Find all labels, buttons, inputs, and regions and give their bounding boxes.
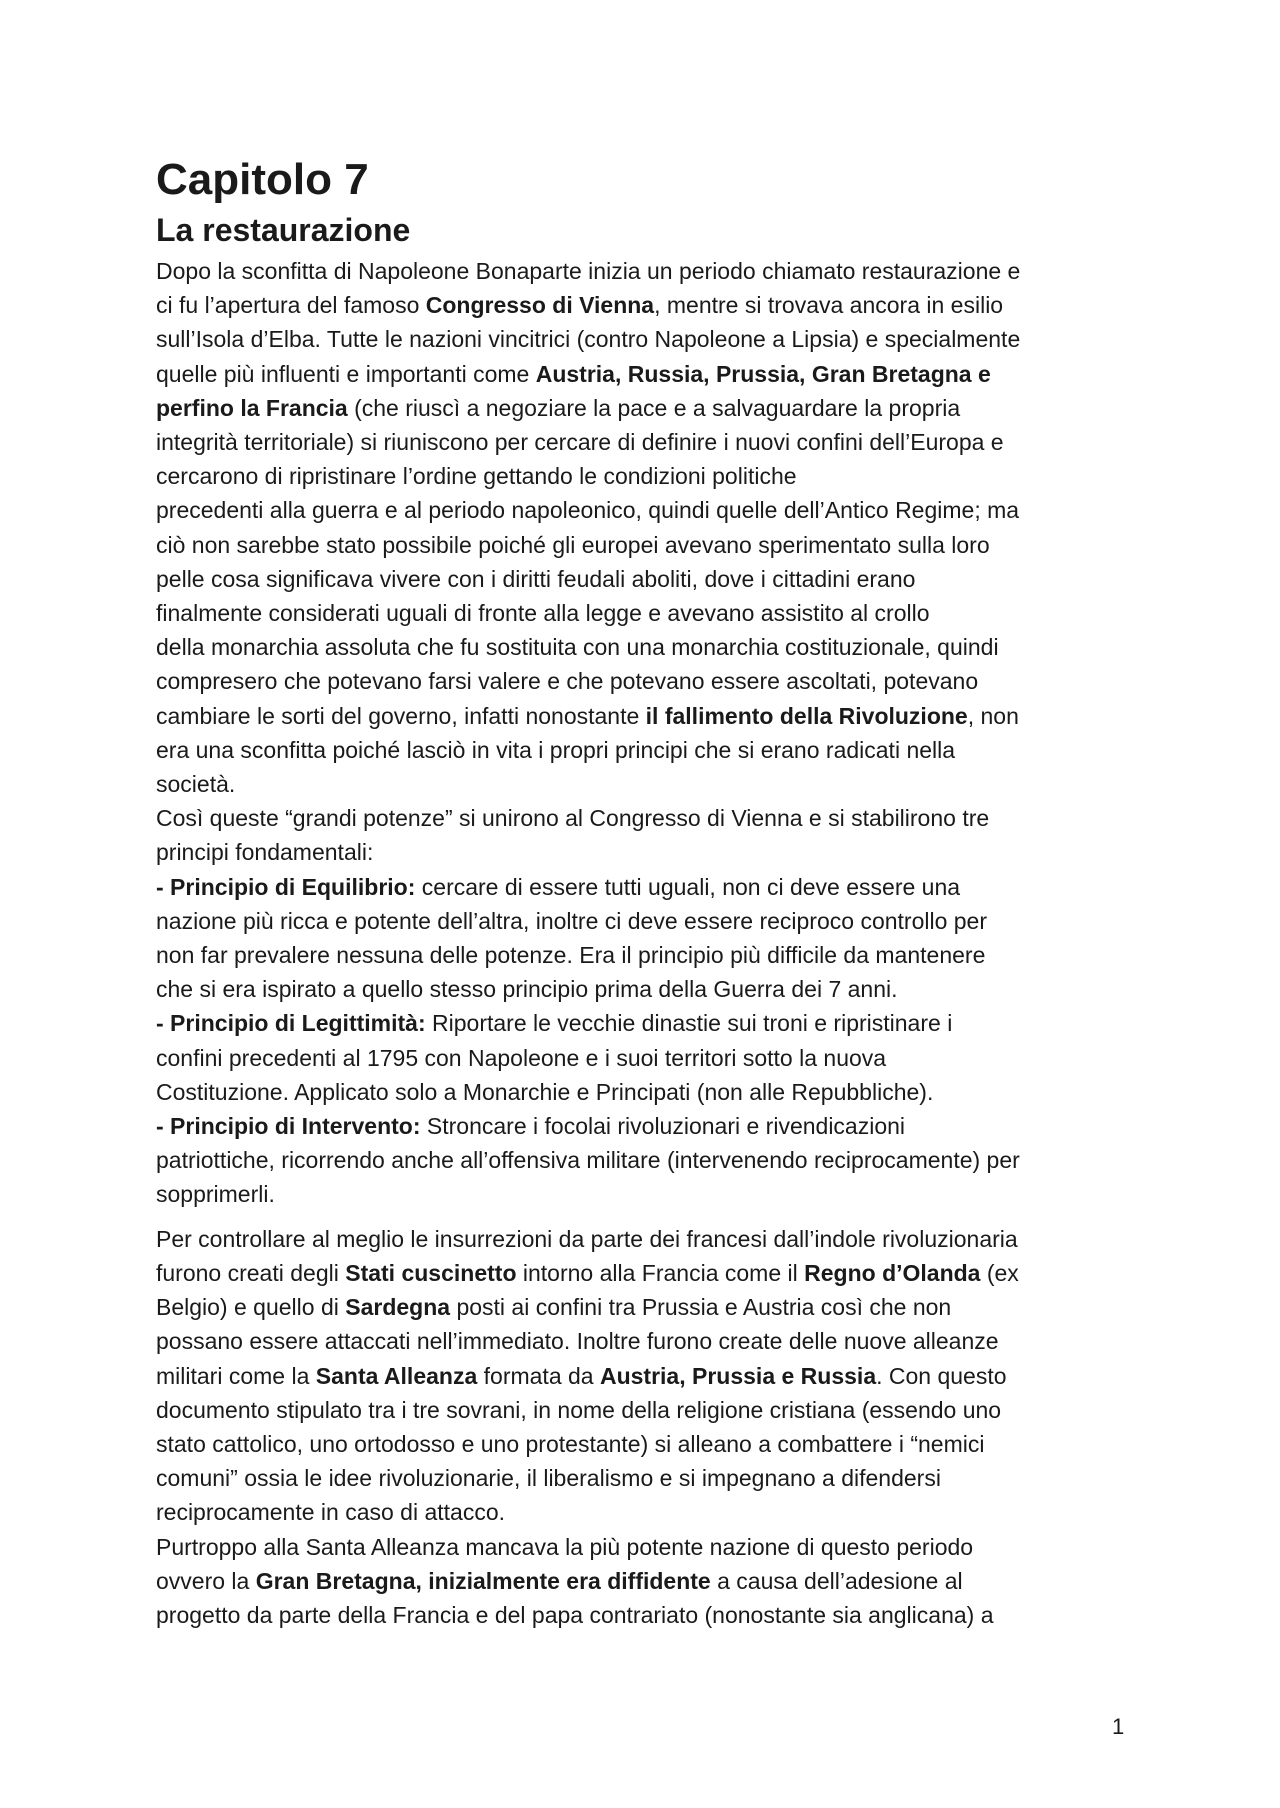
bold-text: - Principio di Intervento: [156, 1113, 421, 1140]
text-line [156, 767, 1146, 801]
bold-text: perfino la Francia [156, 394, 348, 421]
text-span: società. [156, 771, 236, 798]
bold-text: Stati cuscinetto [345, 1259, 517, 1286]
text-span: pelle cosa significava vivere con i diritti feudali aboliti, dove i cittadini erano [156, 565, 916, 592]
text-span: precedenti alla guerra e al periodo napoleonico, quindi quelle dell’Antico Regime; ma [156, 497, 1020, 524]
chapter-title: Capitolo 7 [156, 155, 369, 204]
text-span: Purtroppo alla Santa Alleanza mancava la più potente nazione di questo periodo [156, 1533, 974, 1560]
text-span: documento stipulato tra i tre sovrani, in nome della religione cristiana (essendo uno [156, 1396, 1002, 1423]
text-span: militari come la [156, 1362, 316, 1389]
text-line [156, 801, 1146, 835]
text-line [156, 870, 1146, 904]
text-span: Riportare le vecchie dinastie sui troni e ripristinare i [425, 1010, 953, 1037]
text-line [156, 1393, 1146, 1427]
text-span: Belgio) e quello di [156, 1294, 346, 1321]
text-span: confini precedenti al 1795 con Napoleone e i suoi territori sotto la nuova [156, 1044, 887, 1071]
bold-text: Austria, Russia, Prussia, Gran Bretagna e [535, 360, 991, 387]
text-line [156, 972, 1146, 1006]
text-span: furono creati degli [156, 1259, 346, 1286]
text-line [156, 1222, 1146, 1256]
text-span: intorno alla Francia come il [516, 1259, 805, 1286]
text-line [156, 391, 1146, 425]
text-line [156, 1495, 1146, 1529]
text-span: cercare di essere tutti uguali, non ci deve essere una [415, 873, 961, 900]
text-line [156, 1006, 1146, 1040]
text-span: cambiare le sorti del governo, infatti nonostante [156, 702, 646, 729]
text-line [156, 1598, 1146, 1632]
text-line [156, 1427, 1146, 1461]
text-span: Per controllare al meglio le insurrezioni da parte dei francesi dall’indole rivoluzionaria [156, 1225, 1018, 1252]
bold-text: - Principio di Legittimità: [156, 1010, 426, 1037]
text-line [156, 425, 1146, 459]
text-span: era una sconfitta poiché lasciò in vita i propri principi che si erano radicati nella [156, 736, 956, 763]
text-line [156, 733, 1146, 767]
text-line [156, 1177, 1146, 1211]
text-line [156, 1564, 1146, 1598]
text-line [156, 1290, 1146, 1324]
text-line [156, 357, 1146, 391]
text-span: integrità territoriale) si riuniscono per cercare di definire i nuovi confini dell’Europa e [156, 429, 1004, 456]
text-span: , non [967, 702, 1019, 729]
text-span: ci fu l’apertura del famoso [156, 292, 426, 319]
text-span: stato cattolico, uno ortodosso e uno protestante) si alleano a combattere i “nemici [156, 1430, 985, 1457]
text-line [156, 528, 1146, 562]
bold-text: Regno d’Olanda [804, 1259, 981, 1286]
bold-text: Congresso di Vienna [425, 292, 655, 319]
text-span: (ex [980, 1259, 1019, 1286]
text-line [156, 459, 1146, 493]
text-span: Costituzione. Applicato solo a Monarchie e Principati (non alle Repubbliche). [156, 1078, 934, 1105]
text-span: progetto da parte della Francia e del papa contrariato (nonostante sia anglicana) a [156, 1601, 994, 1628]
text-span: reciprocamente in caso di attacco. [156, 1499, 506, 1526]
text-line [156, 835, 1146, 869]
text-span: Stroncare i focolai rivoluzionari e rivendicazioni [420, 1113, 906, 1140]
text-span: , mentre si trovava ancora in esilio [654, 292, 1004, 319]
text-span: (che riuscì a negoziare la pace e a salvaguardare la propria [347, 394, 961, 421]
text-span: sopprimerli. [156, 1181, 275, 1208]
text-span: compresero che potevano farsi valere e che potevano essere ascoltati, potevano [156, 668, 979, 695]
bold-text: Sardegna [345, 1294, 451, 1321]
text-span: Così queste “grandi potenze” si unirono al Congresso di Vienna e si stabilirono tre [156, 805, 990, 832]
text-span: finalmente considerati uguali di fronte alla legge e avevano assistito al crollo [156, 600, 930, 627]
text-line [156, 664, 1146, 698]
bold-text: - Principio di Equilibrio: [156, 873, 416, 900]
text-line [156, 1530, 1146, 1564]
text-span: principi fondamentali: [156, 839, 374, 866]
text-line [156, 1324, 1146, 1358]
text-line [156, 1109, 1146, 1143]
document-body [156, 152, 1146, 1632]
text-span: che si era ispirato a quello stesso principio prima della Guerra dei 7 anni. [156, 976, 898, 1003]
text-span: possano essere attaccati nell’immediato. Inoltre furono create delle nuove alleanze [156, 1328, 999, 1355]
text-span: della monarchia assoluta che fu sostituita con una monarchia costituzionale, quindi [156, 634, 999, 661]
text-line [156, 288, 1146, 322]
text-line [156, 904, 1146, 938]
text-line [156, 562, 1146, 596]
text-span: nazione più ricca e potente dell’altra, inoltre ci deve essere reciproco controllo per [156, 907, 988, 934]
text-span: posti ai confini tra Prussia e Austria così che non [450, 1294, 952, 1321]
text-span: sull’Isola d’Elba. Tutte le nazioni vincitrici (contro Napoleone a Lipsia) e specialmente [156, 326, 1021, 353]
text-line [156, 1075, 1146, 1109]
text-span: ciò non sarebbe stato possibile poiché gli europei avevano sperimentato sulla loro [156, 531, 990, 558]
text-span: . Con questo [876, 1362, 1007, 1389]
paragraph-gap [156, 1212, 1146, 1222]
text-line [156, 1256, 1146, 1290]
text-span: comuni” ossia le idee rivoluzionarie, il liberalismo e si impegnano a difendersi [156, 1465, 941, 1492]
text-span: ovvero la [156, 1567, 256, 1594]
text-line [156, 596, 1146, 630]
text-span: formata da [477, 1362, 600, 1389]
text-span: Dopo la sconfitta di Napoleone Bonaparte inizia un periodo chiamato restaurazione e [156, 258, 1021, 284]
text-span: cercarono di ripristinare l’ordine gettando le condizioni politiche [156, 463, 797, 490]
text-line [156, 699, 1146, 733]
bold-text: Austria, Prussia e Russia [599, 1362, 877, 1389]
text-line [156, 938, 1146, 972]
text-line [156, 493, 1146, 527]
text-line [156, 1143, 1146, 1177]
bold-text: Gran Bretagna, inizialmente era diffidente [255, 1567, 711, 1594]
text-line [156, 1359, 1146, 1393]
text-line [156, 630, 1146, 664]
text-span: a causa dell’adesione al [710, 1567, 963, 1594]
text-line [156, 254, 1146, 288]
bold-text: il fallimento della Rivoluzione [645, 702, 968, 729]
section-title: La restaurazione [156, 212, 411, 248]
text-span: non far prevalere nessuna delle potenze. Era il principio più difficile da mantenere [156, 942, 986, 969]
body-text [156, 254, 1146, 1632]
text-line [156, 322, 1146, 356]
text-line [156, 1461, 1146, 1495]
bold-text: Santa Alleanza [315, 1362, 478, 1389]
page-number: 1 [1112, 1714, 1125, 1739]
text-line [156, 1041, 1146, 1075]
text-span: patriottiche, ricorrendo anche all’offensiva militare (intervenendo reciprocamente) per [156, 1147, 1020, 1174]
text-span: quelle più influenti e importanti come [156, 360, 536, 387]
